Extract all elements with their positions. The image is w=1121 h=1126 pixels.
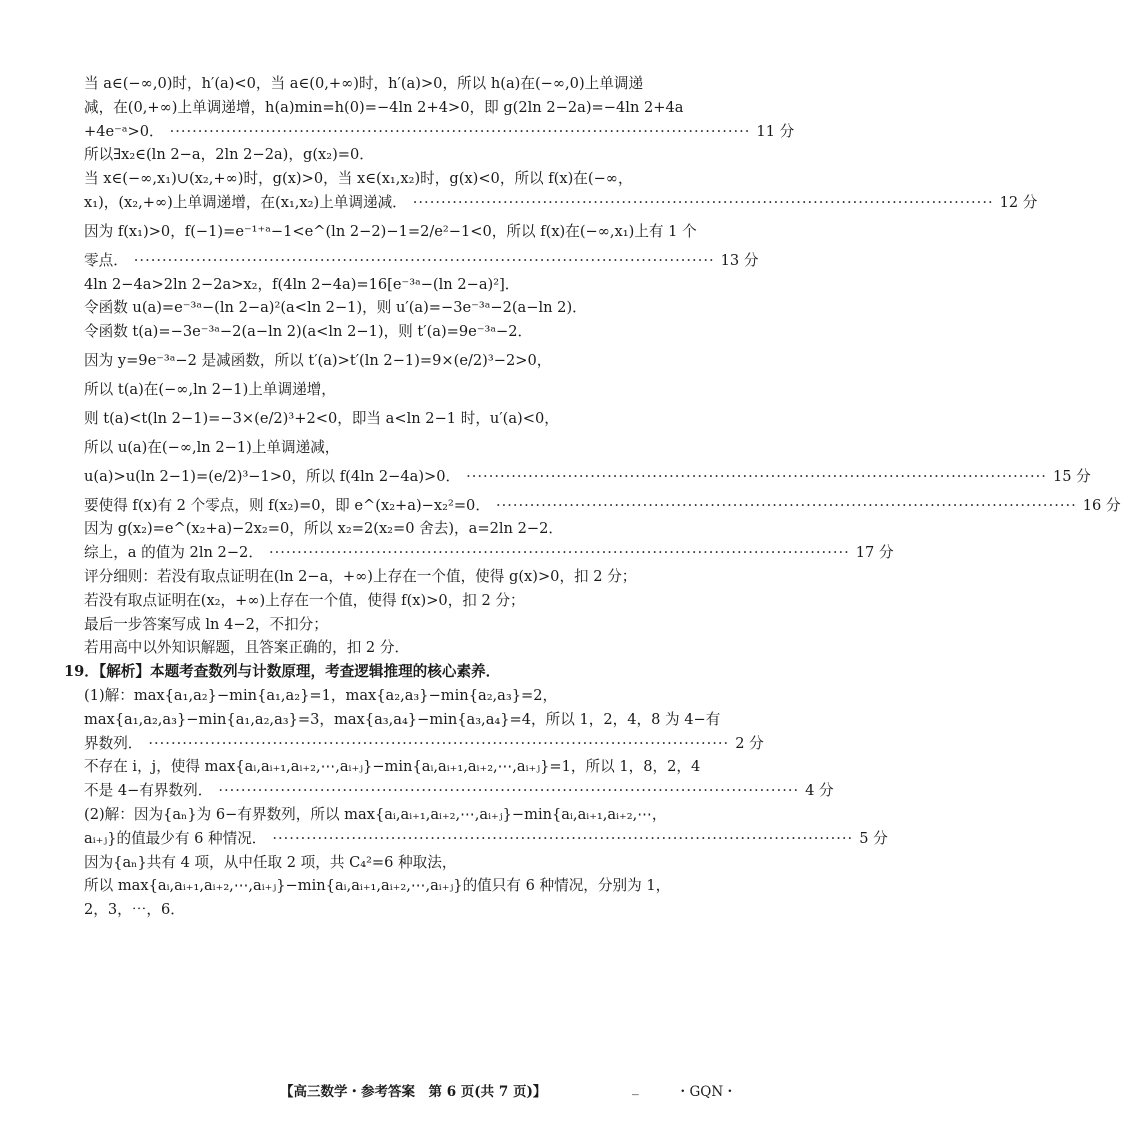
leader-dots: ······································································································· bbox=[272, 829, 854, 847]
solution-body bbox=[64, 72, 1121, 922]
line-text: 所以 t(a)在(−∞,ln 2−1)上单调递增， bbox=[84, 380, 336, 398]
line-text: 界数列． bbox=[84, 734, 143, 752]
text-line bbox=[84, 296, 724, 320]
text-line bbox=[84, 755, 724, 779]
text-line bbox=[84, 589, 724, 613]
leader-dots: ······································································································· bbox=[169, 122, 751, 140]
text-line bbox=[84, 436, 724, 460]
line-text: 4ln 2−4a>2ln 2−2a>x₂，f(4ln 2−4a)=16[e⁻³ᵃ−(ln 2−a)²]． bbox=[84, 275, 520, 293]
line-text: 不是 4−有界数列． bbox=[84, 782, 213, 800]
line-text: x₁)，(x₂,+∞)上单调递增，在(x₁,x₂)上单调递减． bbox=[84, 193, 407, 211]
footer-dash: _ bbox=[632, 1080, 639, 1096]
text-line bbox=[84, 249, 759, 273]
text-line bbox=[84, 636, 724, 660]
line-text: 当 x∈(−∞,x₁)∪(x₂,+∞)时，g(x)>0，当 x∈(x₁,x₂)时，g(x)<0，所以 f(x)在(−∞， bbox=[84, 170, 633, 188]
text-line bbox=[84, 120, 795, 144]
text-line bbox=[84, 344, 724, 378]
line-text: 所以∃x₂∈(ln 2−a，2ln 2−2a)，g(x₂)=0． bbox=[84, 146, 374, 164]
score-label: 11 分 bbox=[756, 122, 795, 140]
line-text: +4e⁻ᵃ>0． bbox=[84, 122, 164, 140]
line-text: 不存在 i，j，使得 max{aᵢ,aᵢ₊₁,aᵢ₊₂,⋯,aᵢ₊ⱼ}−min{aᵢ,aᵢ₊₁,aᵢ₊₂,⋯,aᵢ₊ⱼ}=1，所以 1，8，2，4 bbox=[84, 758, 701, 776]
line-text: 19．【解析】本题考查数列与计数原理，考查逻辑推理的核心素养． bbox=[64, 663, 501, 681]
leader-dots: ······································································································· bbox=[268, 544, 850, 562]
leader-dots: ······································································································· bbox=[148, 734, 730, 752]
line-text: max{a₁,a₂,a₃}−min{a₁,a₂,a₃}=3，max{a₃,a₄}−min{a₃,a₄}=4，所以 1，2，4，8 为 4−有 bbox=[84, 710, 721, 728]
text-line bbox=[84, 779, 834, 803]
text-line bbox=[84, 494, 1121, 518]
text-line bbox=[84, 898, 724, 922]
line-text: 令函数 u(a)=e⁻³ᵃ−(ln 2−a)²(a<ln 2−1)，则 u′(a)=−3e⁻³ᵃ−2(a−ln 2)． bbox=[84, 299, 587, 317]
line-text: 则 t(a)<t(ln 2−1)=−3×(e/2)³+2<0，即当 a<ln 2−1 时，u′(a)<0， bbox=[84, 409, 559, 427]
footer-title: 【高三数学・参考答案 第 6 页(共 7 页)】 bbox=[280, 1084, 547, 1100]
text-line bbox=[84, 320, 724, 344]
score-label: 15 分 bbox=[1052, 467, 1091, 485]
text-line bbox=[84, 803, 724, 827]
text-line bbox=[84, 874, 724, 898]
line-text: aᵢ₊ⱼ}的值最少有 6 种情况． bbox=[84, 829, 267, 847]
text-line bbox=[84, 541, 894, 565]
line-text: 因为{aₙ}共有 4 项，从中任取 2 项，共 C₄²=6 种取法， bbox=[84, 853, 457, 871]
line-text: 综上，a 的值为 2ln 2−2． bbox=[84, 544, 263, 562]
score-label: 2 分 bbox=[735, 734, 764, 752]
leader-dots: ······································································································· bbox=[466, 467, 1047, 485]
text-line bbox=[84, 851, 724, 875]
text-line bbox=[64, 660, 724, 684]
line-text: 零点． bbox=[84, 251, 128, 269]
text-line bbox=[84, 517, 724, 541]
leader-dots: ······································································································· bbox=[412, 193, 994, 211]
score-label: 16 分 bbox=[1082, 496, 1121, 514]
text-line bbox=[84, 273, 724, 297]
leader-dots: ······································································································· bbox=[218, 782, 800, 800]
text-line bbox=[84, 378, 724, 402]
text-line bbox=[84, 460, 1091, 494]
line-text: (1)解：max{a₁,a₂}−min{a₁,a₂}=1，max{a₂,a₃}−min{a₂,a₃}=2， bbox=[84, 686, 558, 704]
text-line bbox=[84, 96, 724, 120]
line-text: (2)解：因为{aₙ}为 6−有界数列，所以 max{aᵢ,aᵢ₊₁,aᵢ₊₂,⋯,aᵢ₊ⱼ}−min{aᵢ,aᵢ₊₁,aᵢ₊₂,⋯， bbox=[84, 805, 667, 823]
score-label: 4 分 bbox=[805, 782, 834, 800]
line-text: 最后一步答案写成 ln 4−2，不扣分； bbox=[84, 615, 328, 633]
line-text: 因为 f(x₁)>0，f(−1)=e⁻¹⁺ᵃ−1<e^(ln 2−2)−1=2/e²−1<0，所以 f(x)在(−∞,x₁)上有 1 个 bbox=[84, 222, 697, 240]
footer-code: ・GQN・ bbox=[676, 1084, 737, 1100]
text-line bbox=[84, 72, 724, 96]
text-line bbox=[84, 732, 764, 756]
line-text: 所以 max{aᵢ,aᵢ₊₁,aᵢ₊₂,⋯,aᵢ₊ⱼ}−min{aᵢ,aᵢ₊₁,aᵢ₊₂,⋯,aᵢ₊ⱼ}的值只有 6 种情况，分别为 1， bbox=[84, 877, 671, 895]
text-line bbox=[84, 402, 724, 436]
text-line bbox=[84, 215, 724, 249]
solution-lines bbox=[64, 72, 1121, 922]
text-line bbox=[84, 191, 1038, 215]
leader-dots: ······································································································· bbox=[133, 251, 715, 269]
text-line bbox=[84, 827, 888, 851]
line-text: 所以 u(a)在(−∞,ln 2−1)上单调递减， bbox=[84, 438, 340, 456]
line-text: 因为 g(x₂)=e^(x₂+a)−2x₂=0，所以 x₂=2(x₂=0 舍去)，a=2ln 2−2． bbox=[84, 520, 563, 538]
score-label: 17 分 bbox=[855, 544, 894, 562]
line-text: 减，在(0,+∞)上单调递增，h(a)min=h(0)=−4ln 2+4>0，即 g(2ln 2−2a)=−4ln 2+4a bbox=[84, 98, 684, 116]
line-text: 若没有取点证明在(x₂，+∞)上存在一个值，使得 f(x)>0，扣 2 分； bbox=[84, 591, 525, 609]
line-text: 要使得 f(x)有 2 个零点，则 f(x₂)=0，即 e^(x₂+a)−x₂²=0． bbox=[84, 496, 490, 514]
line-text: 因为 y=9e⁻³ᵃ−2 是减函数，所以 t′(a)>t′(ln 2−1)=9×(e/2)³−2>0， bbox=[84, 351, 552, 369]
text-line bbox=[84, 708, 724, 732]
line-text: 2，3，⋯，6． bbox=[84, 901, 185, 919]
text-line bbox=[84, 684, 724, 708]
line-text: 令函数 t(a)=−3e⁻³ᵃ−2(a−ln 2)(a<ln 2−1)，则 t′(a)=9e⁻³ᵃ−2． bbox=[84, 323, 533, 341]
line-text: 评分细则：若没有取点证明在(ln 2−a，+∞)上存在一个值，使得 g(x)>0，扣 2 分； bbox=[84, 567, 637, 585]
text-line bbox=[84, 143, 724, 167]
score-label: 12 分 bbox=[999, 193, 1038, 211]
line-text: u(a)>u(ln 2−1)=(e/2)³−1>0，所以 f(4ln 2−4a)>0． bbox=[84, 467, 461, 485]
line-text: 若用高中以外知识解题，且答案正确的，扣 2 分． bbox=[84, 639, 410, 657]
score-label: 5 分 bbox=[859, 829, 888, 847]
line-text: 当 a∈(−∞,0)时，h′(a)<0，当 a∈(0,+∞)时，h′(a)>0，所以 h(a)在(−∞,0)上单调递 bbox=[84, 75, 644, 92]
text-line bbox=[84, 167, 724, 191]
text-line bbox=[84, 613, 724, 637]
leader-dots: ······································································································· bbox=[495, 496, 1077, 514]
text-line bbox=[84, 565, 724, 589]
score-label: 13 分 bbox=[720, 251, 759, 269]
